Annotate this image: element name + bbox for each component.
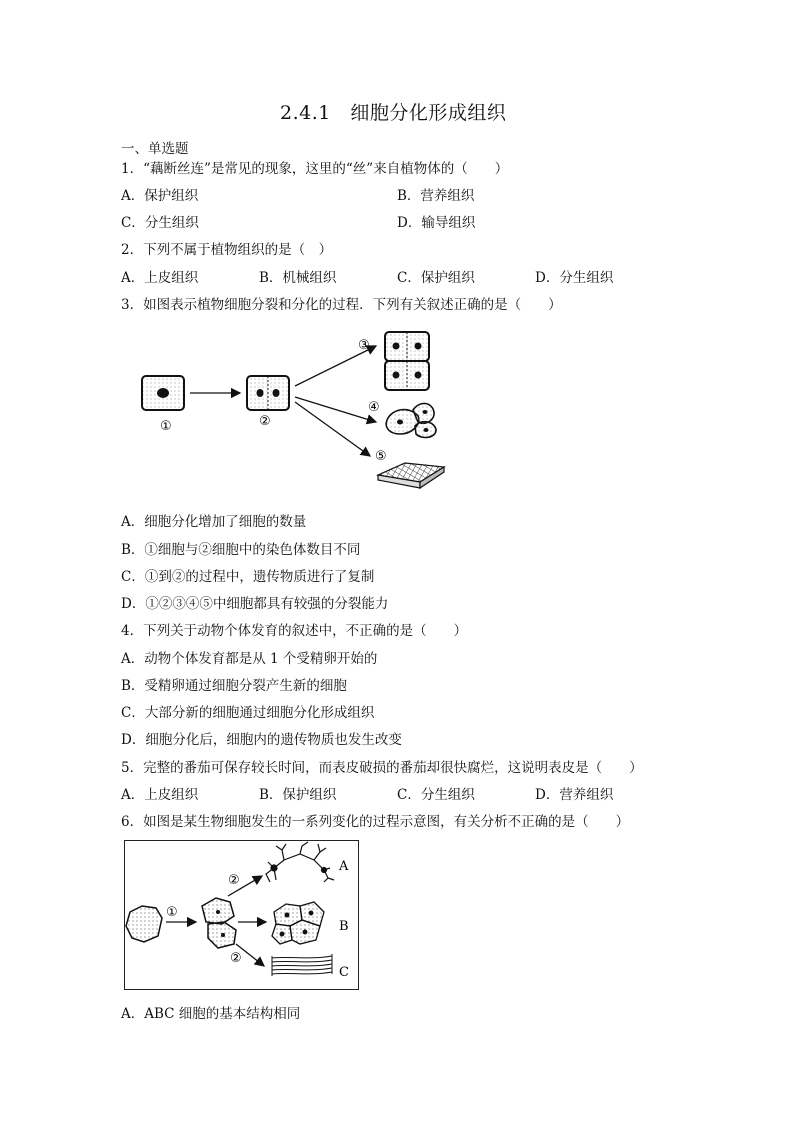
figure-label-c: C — [339, 965, 349, 980]
q1-option-c: C．分生组织 — [121, 215, 199, 231]
q2-option-d: D．分生组织 — [535, 270, 614, 286]
figure-label-1: ① — [166, 905, 178, 920]
q5-option-c: C．分生组织 — [397, 787, 475, 803]
figure-label-1: ① — [160, 419, 172, 434]
figure-label-5: ⑤ — [375, 449, 387, 464]
question-2-stem: 2．下列不属于植物组织的是（ ） — [121, 242, 333, 258]
q2-option-a: A．上皮组织 — [121, 270, 199, 286]
question-5-stem: 5．完整的番茄可保存较长时间，而表皮破损的番茄却很快腐烂，这说明表皮是（ ） — [121, 760, 643, 776]
figure-label-4: ④ — [368, 400, 380, 415]
question-6-stem: 6．如图是某生物细胞发生的一系列变化的过程示意图，有关分析不正确的是（ ） — [121, 814, 630, 830]
q4-option-b: B．受精卵通过细胞分裂产生新的细胞 — [121, 678, 347, 694]
nerve-cells-a — [266, 842, 334, 882]
q3-option-c: C．①到②的过程中，遗传物质进行了复制 — [121, 569, 375, 585]
parenchyma-cells-4 — [386, 403, 436, 437]
animal-cell-differentiation-figure — [124, 840, 359, 990]
q6-option-a: A．ABC 细胞的基本结构相同 — [121, 1006, 301, 1022]
figure-label-2: ② — [259, 414, 271, 429]
q4-option-a: A．动物个体发育都是从 1 个受精卵开始的 — [121, 651, 378, 667]
q3-option-b: B．①细胞与②细胞中的染色体数目不同 — [121, 542, 361, 558]
q3-option-a: A．细胞分化增加了细胞的数量 — [121, 514, 307, 530]
epithelial-cells-b — [272, 902, 324, 944]
q5-option-b: B．保护组织 — [259, 787, 337, 803]
cell-1 — [142, 376, 184, 410]
question-1-stem: 1．“藕断丝连”是常见的现象，这里的“丝”来自植物体的（ ） — [121, 161, 509, 177]
original-cell — [126, 906, 162, 942]
figure-label-b: B — [339, 919, 349, 934]
q1-option-b: B．营养组织 — [397, 188, 475, 204]
muscle-fibers-c — [272, 954, 332, 976]
meristem-cells-3 — [385, 332, 429, 390]
q5-option-a: A．上皮组织 — [121, 787, 199, 803]
page-title: 2.4.1 细胞分化形成组织 — [280, 102, 507, 124]
plant-cell-differentiation-figure — [130, 330, 450, 500]
figure-label-2-upper: ② — [228, 873, 240, 888]
q1-option-d: D．输导组织 — [397, 215, 476, 231]
question-4-stem: 4．下列关于动物个体发育的叙述中，不正确的是（ ） — [121, 623, 468, 639]
figure-label-3: ③ — [358, 338, 370, 353]
divided-cells — [202, 898, 236, 948]
question-3-stem: 3．如图表示植物细胞分裂和分化的过程．下列有关叙述正确的是（ ） — [121, 297, 562, 313]
section-heading: 一、单选题 — [121, 141, 189, 157]
q2-option-b: B．机械组织 — [259, 270, 337, 286]
figure-label-2-lower: ② — [230, 951, 242, 966]
q3-option-d: D．①②③④⑤中细胞都具有较强的分裂能力 — [121, 596, 389, 612]
q2-option-c: C．保护组织 — [397, 270, 475, 286]
figure-label-a: A — [339, 859, 349, 874]
q4-option-d: D．细胞分化后，细胞内的遗传物质也发生改变 — [121, 732, 402, 748]
tissue-block-5 — [378, 463, 444, 488]
cell-2 — [247, 376, 289, 410]
q5-option-d: D．营养组织 — [535, 787, 614, 803]
q4-option-c: C．大部分新的细胞通过细胞分化形成组织 — [121, 705, 375, 721]
q1-option-a: A．保护组织 — [121, 188, 199, 204]
